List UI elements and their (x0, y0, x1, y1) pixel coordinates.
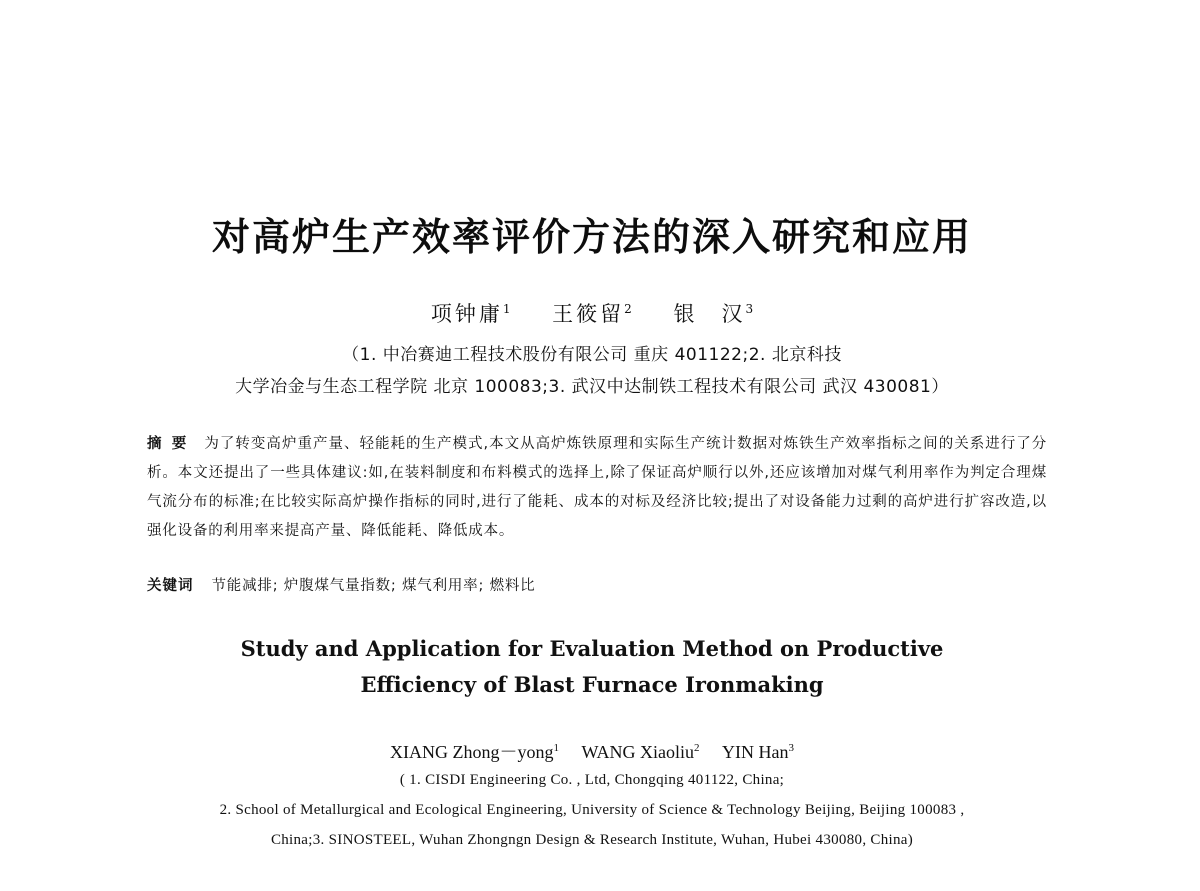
author-en-1: XIANG Zhong－yong$^1$ (390, 742, 560, 762)
author-en-3: YIN Han$^3$ (722, 742, 794, 762)
chinese-affiliation-line-1: （1. 中冶赛迪工程技术股份有限公司 重庆 401122;2. 北京科技 (342, 345, 842, 365)
english-affiliation-line-3: China;3. SINOSTEEL, Wuhan Zhongngn Design & Research Institute, Wuhan, Hubei 430080, China) (270, 832, 914, 848)
keywords-block (147, 574, 1047, 595)
author-zh-3: 银 汉$^3$ (673, 302, 754, 326)
author-zh-1: 项钟庸$^1$ (430, 302, 511, 326)
chinese-authors (0, 298, 1184, 328)
keywords-label: 关键词 (147, 578, 194, 594)
abstract-text: 为了转变高炉重产量、轻能耗的生产模式,本文从高炉炼铁原理和实际生产统计数据对炼铁生产效率指标之间的关系进行了分析。本文还提出了一些具体建议:如,在装料制度和布料模式的选择上,除了保证高炉顺行以外,还应该增加对煤气利用率作为判定合理煤气流分布的标准;在比较实际高炉操作指标的同时,进行了能耗、成本的对标及经济比较;提出了对设备能力过剩的高炉进行扩容改造,以强化设备的利用率来提高产量、降低能耗、降低成本。 (147, 436, 1048, 539)
english-affiliation-line-2: 2. School of Metallurgical and Ecological Engineering, University of Science & Technology Beijing, Beijing 100083 , (219, 802, 965, 818)
english-title-line-2: Efficiency of Blast Furnace Ironmaking (360, 672, 824, 697)
english-authors (0, 738, 1184, 764)
english-title-line-1: Study and Application for Evaluation Method on Productive (240, 636, 944, 661)
abstract-label: 摘要 (147, 436, 197, 452)
abstract-block (147, 430, 1047, 546)
chinese-affiliation-line-2: 大学冶金与生态工程学院 北京 100083;3. 武汉中达制铁工程技术有限公司 武汉 430081） (235, 377, 949, 397)
author-zh-2: 王筱留$^2$ (552, 302, 632, 326)
keywords-text: 节能减排; 炉腹煤气量指数; 煤气利用率; 燃料比 (211, 578, 536, 594)
chinese-title: 对高炉生产效率评价方法的深入研究和应用 (211, 215, 972, 259)
english-affiliation-line-1: ( 1. CISDI Engineering Co. , Ltd, Chongqing 401122, China; (399, 772, 785, 788)
author-en-2: WANG Xiaoliu$^2$ (581, 742, 700, 762)
